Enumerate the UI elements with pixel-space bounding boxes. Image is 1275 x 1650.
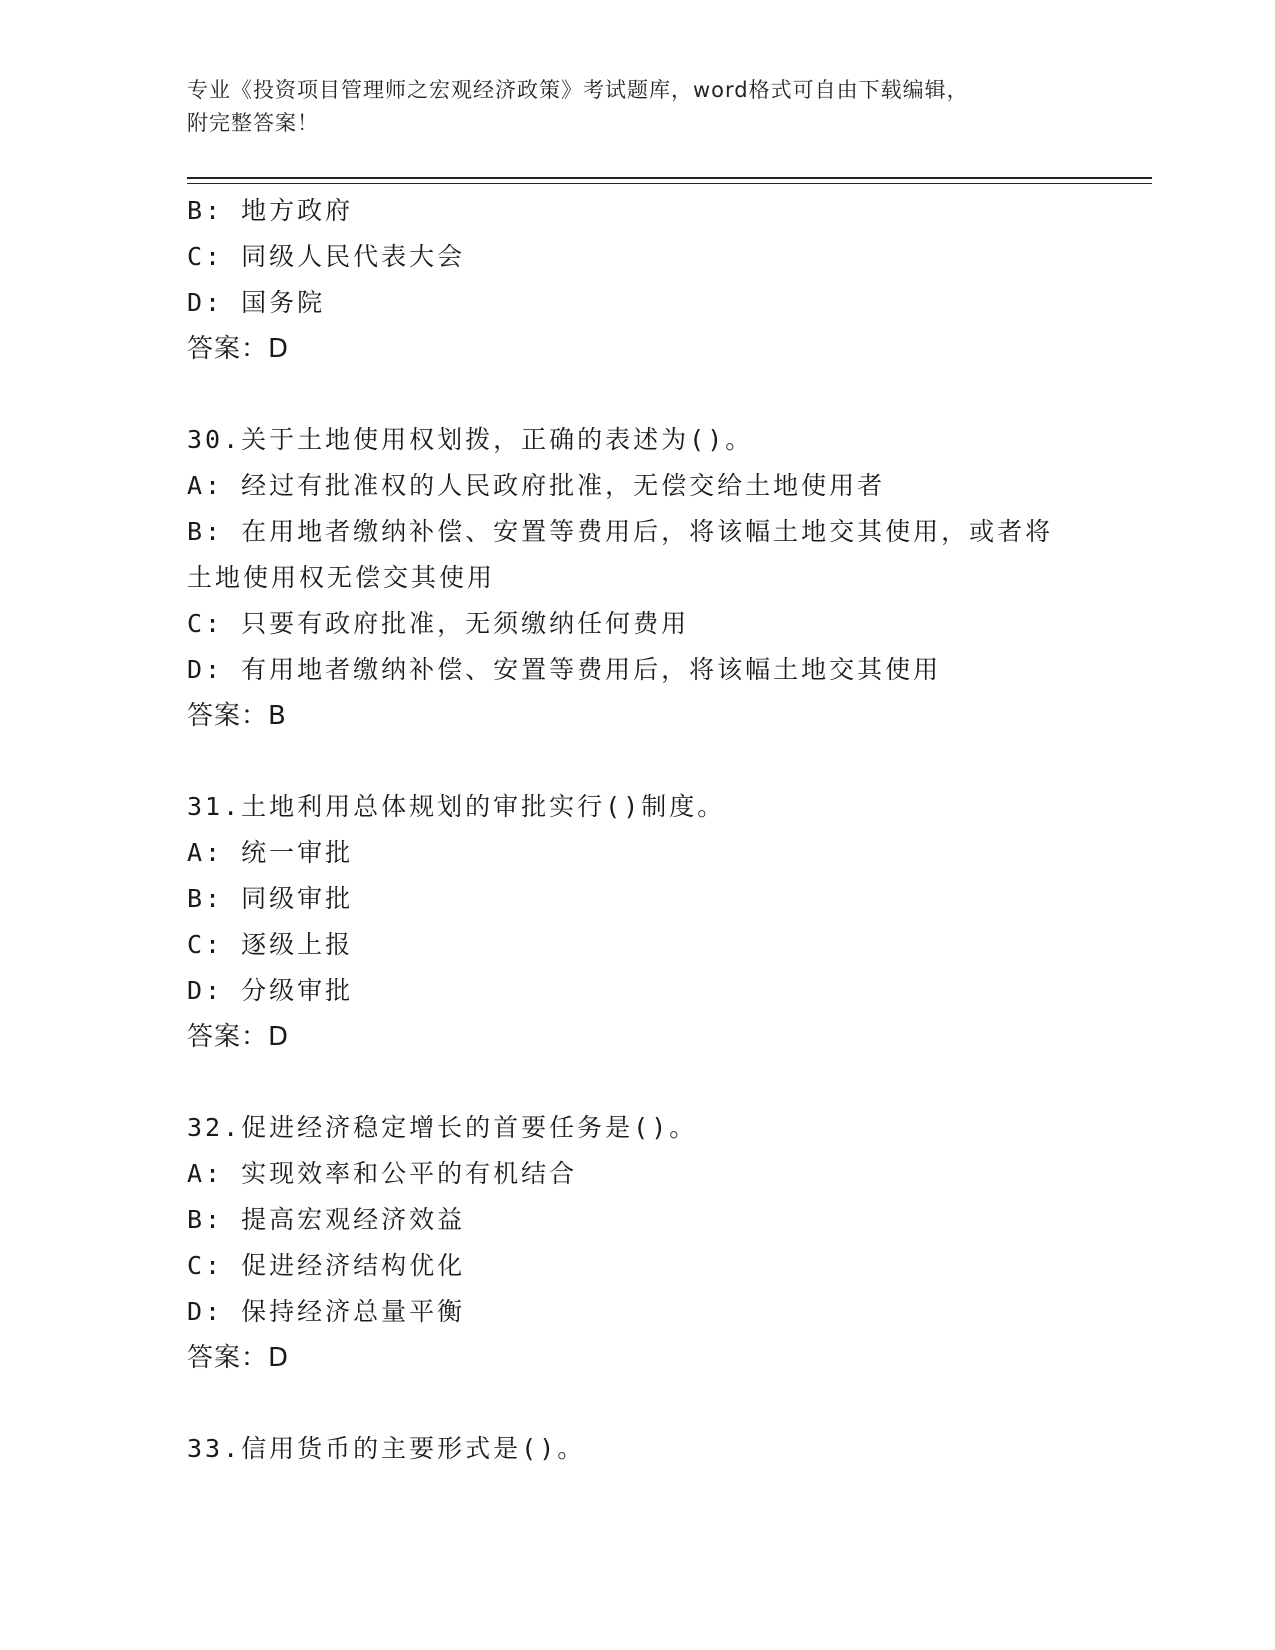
option-c: C: 促进经济结构优化	[187, 1251, 466, 1280]
option-d: D: 保持经济总量平衡	[187, 1297, 466, 1326]
answer: 答案：D	[187, 1022, 290, 1052]
document-header	[187, 74, 1077, 140]
option-a: A: 统一审批	[187, 838, 354, 867]
header-line-2: 附完整答案！	[187, 111, 319, 135]
option-d: D: 国务院	[187, 288, 326, 317]
option-c: C: 只要有政府批准，无须缴纳任何费用	[187, 609, 690, 638]
option-d: D: 分级审批	[187, 976, 354, 1005]
spacer	[187, 1381, 1087, 1426]
question-29-continued	[187, 188, 1087, 372]
option-b-continued: 土地使用权无偿交其使用	[187, 563, 496, 592]
option-c: C: 逐级上报	[187, 930, 354, 959]
spacer	[187, 1060, 1087, 1105]
option-b: B: 地方政府	[187, 196, 354, 225]
question-30	[187, 417, 1087, 739]
option-a: A: 实现效率和公平的有机结合	[187, 1159, 578, 1188]
answer: 答案：D	[187, 1343, 290, 1373]
spacer	[187, 372, 1087, 417]
answer: 答案：D	[187, 334, 290, 364]
question-stem: 33.信用货币的主要形式是()。	[187, 1434, 586, 1463]
question-list	[187, 188, 1087, 1472]
header-divider-thick	[187, 177, 1152, 179]
spacer	[187, 739, 1087, 784]
option-b: B: 提高宏观经济效益	[187, 1205, 466, 1234]
option-c: C: 同级人民代表大会	[187, 242, 466, 271]
header-line-1: 专业《投资项目管理师之宏观经济政策》考试题库，word格式可自由下载编辑，	[187, 78, 969, 102]
header-divider-thin	[187, 183, 1152, 184]
question-stem: 32.促进经济稳定增长的首要任务是()。	[187, 1113, 698, 1142]
option-b: B: 在用地者缴纳补偿、安置等费用后，将该幅土地交其使用，或者将	[187, 517, 1054, 546]
question-31	[187, 784, 1087, 1060]
question-33	[187, 1426, 1087, 1472]
answer: 答案：B	[187, 701, 287, 731]
option-b: B: 同级审批	[187, 884, 354, 913]
question-32	[187, 1105, 1087, 1381]
question-stem: 31.土地利用总体规划的审批实行()制度。	[187, 792, 726, 821]
question-stem: 30.关于土地使用权划拨，正确的表述为()。	[187, 425, 754, 454]
option-a: A: 经过有批准权的人民政府批准，无偿交给土地使用者	[187, 471, 886, 500]
option-d: D: 有用地者缴纳补偿、安置等费用后，将该幅土地交其使用	[187, 655, 942, 684]
